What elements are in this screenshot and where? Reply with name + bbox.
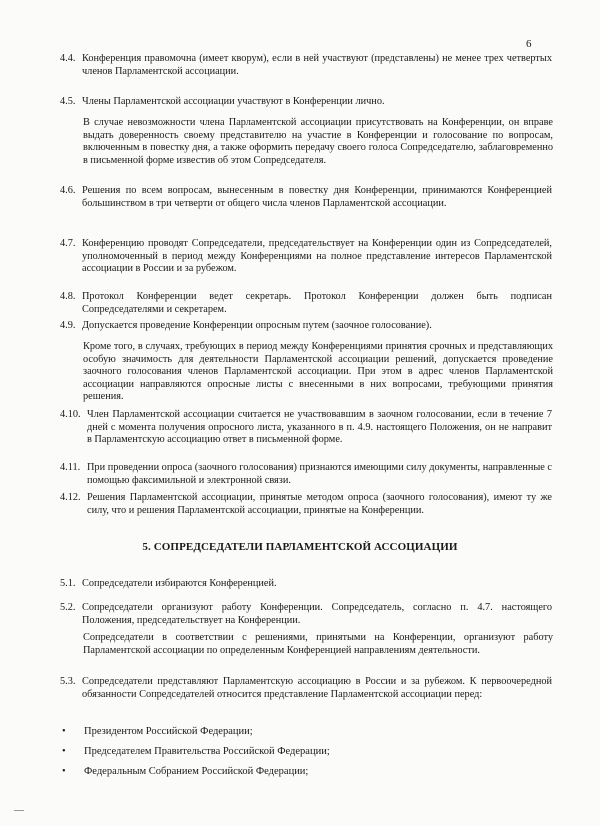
clause-text: Сопредседатели представляют Парламентскую ассоциацию в России и за рубежом. К первоочередной обязанности Сопредседателей относится представление Парламентской ассоциации перед: xyxy=(82,676,552,700)
clause-text: Сопредседатели избираются Конференцией. xyxy=(82,578,277,589)
clause-number: 4.11. xyxy=(60,462,81,473)
clause-number: 5.2. xyxy=(60,602,76,613)
clause-5-2 xyxy=(60,602,552,627)
clause-4-4 xyxy=(60,53,552,78)
clause-text: Решения по всем вопросам, вынесенным в повестку дня Конференции, принимаются Конференцией большинством в три четверти от общего числа членов Парламентской ассоциации. xyxy=(82,185,552,209)
clause-number: 4.8. xyxy=(60,291,76,302)
clause-5-3 xyxy=(60,676,552,701)
clause-text: Конференция правомочна (имеет кворум), если в ней участвуют (представлены) не менее трех четвертых членов Парламентской ассоциации. xyxy=(82,53,552,77)
bullet-text: Председателем Правительства Российской Федерации; xyxy=(84,746,330,757)
clause-4-7 xyxy=(60,238,552,276)
clause-4-11 xyxy=(60,462,552,487)
paragraph-4-9-detail: Кроме того, в случаях, требующих в период между Конференциями принятия срочных и представляющих особую значимость для деятельности Парламентской ассоциации решений, допускается проведение заочного голосования членов Парламентской ассоциации. При этом в адрес членов Парламентской ассоциации направляются опросные листы с внесенными в них вопросами, требующими принятия решения. xyxy=(83,341,553,403)
bullet-text: Президентом Российской Федерации; xyxy=(84,726,253,737)
bullet-text: Федеральным Собранием Российской Федерации; xyxy=(84,766,309,777)
clause-number: 4.9. xyxy=(60,320,76,331)
clause-5-1 xyxy=(60,578,552,591)
clause-4-6 xyxy=(60,185,552,210)
clause-text: Протокол Конференции ведет секретарь. Протокол Конференции должен быть подписан Сопредседателями и секретарем. xyxy=(82,291,552,315)
page-number: 6 xyxy=(526,38,532,50)
clause-number: 4.5. xyxy=(60,96,76,107)
clause-number: 4.6. xyxy=(60,185,76,196)
clause-number: 5.1. xyxy=(60,578,76,589)
clause-4-12 xyxy=(60,492,552,517)
clause-text: Сопредседатели организуют работу Конференции. Сопредседатель, согласно п. 4.7. настоящего Положения, председательствует на Конференции. xyxy=(82,602,552,626)
clause-number: 4.12. xyxy=(60,492,81,503)
clause-text: Решения Парламентской ассоциации, принятые методом опроса (заочного голосования), имеют ту же силу, что и решения Парламентской ассоциации, принятые на Конференции. xyxy=(87,492,552,516)
bullet-icon: • xyxy=(62,726,66,737)
clause-number: 4.7. xyxy=(60,238,76,249)
clause-4-10 xyxy=(60,409,552,447)
scan-mark xyxy=(14,810,24,811)
section-heading: 5. СОПРЕДСЕДАТЕЛИ ПАРЛАМЕНТСКОЙ АССОЦИАЦИИ xyxy=(142,541,458,553)
clause-4-9 xyxy=(60,320,552,333)
clause-text: Член Парламентской ассоциации считается не участвовавшим в заочном голосовании, если в течение 7 дней с момента получения опросного листа, указанного в п. 4.9. настоящего Положения, он не направит в Парламентскую ассоциацию ответ в письменной форме. xyxy=(87,409,552,446)
paragraph-5-2-detail: Сопредседатели в соответствии с решениями, принятыми на Конференции, организуют работу Парламентской ассоциации по определенным Конференцией направлениям деятельности. xyxy=(83,632,553,656)
clause-4-5 xyxy=(60,96,552,109)
clause-number: 4.4. xyxy=(60,53,76,64)
clause-text: Допускается проведение Конференции опросным путем (заочное голосование). xyxy=(82,320,432,331)
clause-4-8 xyxy=(60,291,552,316)
paragraph-4-5-detail: В случае невозможности члена Парламентской ассоциации присутствовать на Конференции, он вправе выдать доверенность своему представителю на участие в Конференции и голосование по вопросам, включенным в повестку дня, а также оформить передачу своего голоса Сопредседателю, заблаговременно в письменной форме известив об этом Сопредседателя. xyxy=(83,117,553,166)
clause-number: 5.3. xyxy=(60,676,76,687)
clause-text: При проведении опроса (заочного голосования) признаются имеющими силу документы, направленные с помощью факсимильной и электронной связи. xyxy=(87,462,552,486)
bullet-icon: • xyxy=(62,766,66,777)
bullet-icon: • xyxy=(62,746,66,757)
clause-number: 4.10. xyxy=(60,409,81,420)
clause-text: Члены Парламентской ассоциации участвуют в Конференции лично. xyxy=(82,96,385,107)
clause-text: Конференцию проводят Сопредседатели, председательствует на Конференции один из Сопредседателей, уполномоченный в период между Конференциями на полное представление интересов Парламентской ассоциации в России и за рубежом. xyxy=(82,238,552,275)
